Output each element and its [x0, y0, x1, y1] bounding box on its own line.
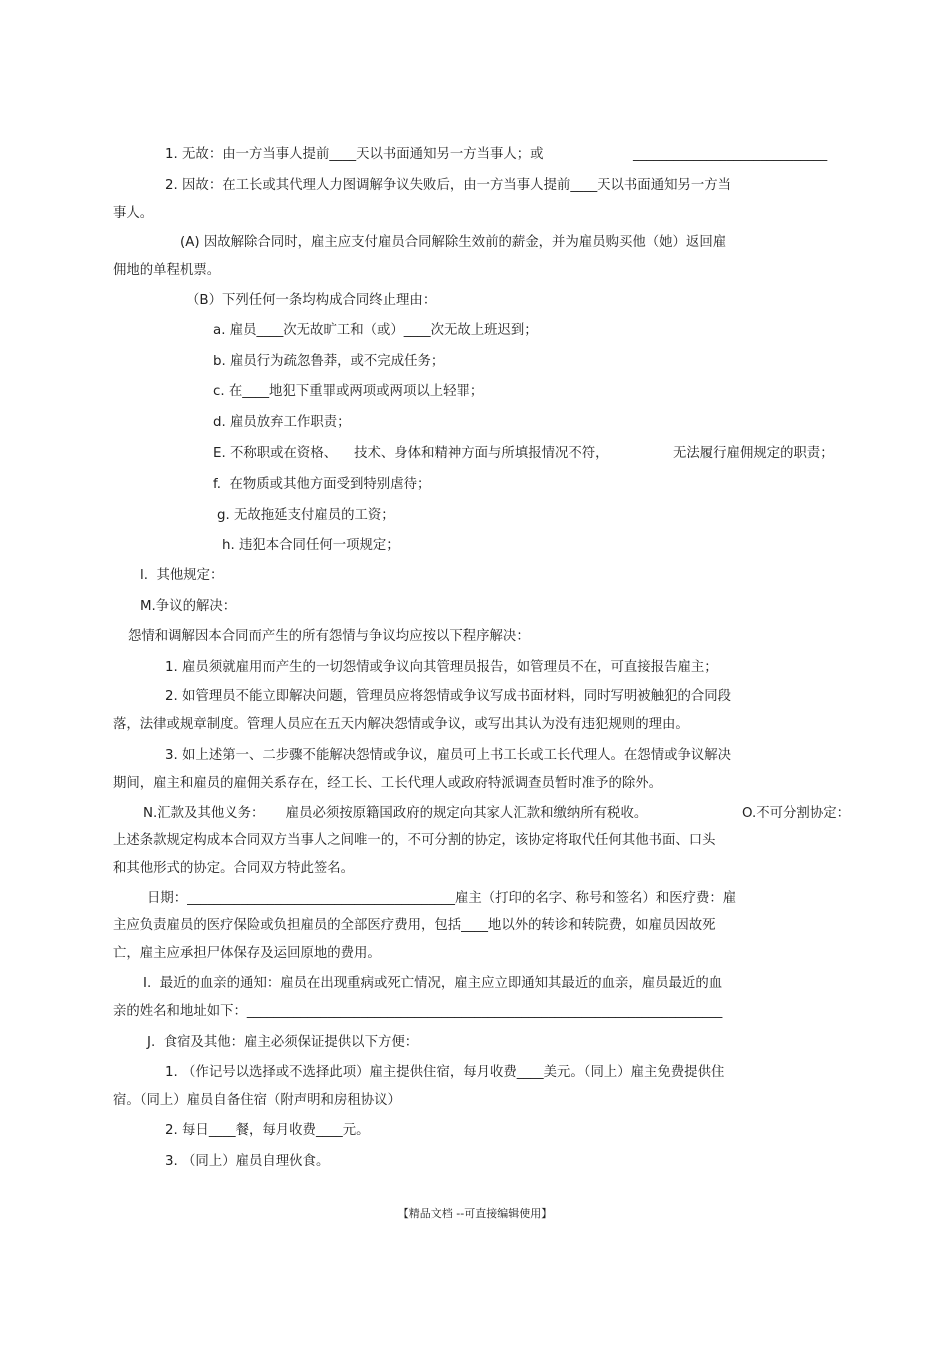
- text-line: 1. 无故：由一方当事人提前____天以书面通知另一方当事人；或: [165, 147, 544, 162]
- text-line: J. 食宿及其他：雇主必须保证提供以下方便：: [147, 1035, 419, 1050]
- text-line: c. 在____地犯下重罪或两项或两项以上轻罪；: [213, 384, 484, 399]
- text-line: 1. （作记号以选择或不选择此项）雇主提供住宿，每月收费____美元。（同上）雇主免费提供住: [165, 1065, 725, 1080]
- text-line: 1. 雇员须就雇用而产生的一切怨情或争议向其管理员报告，如管理员不在，可直接报告雇主；: [165, 660, 718, 675]
- text-line: （B）下列任何一条均构成合同终止理由：: [186, 293, 437, 308]
- text-line: h. 违犯本合同任何一项规定；: [222, 538, 400, 553]
- page-footer: 【精品文档 --可直接编辑使用】: [397, 1207, 553, 1220]
- text-line: 2. 每日____餐，每月收费____元。: [165, 1123, 370, 1138]
- text-line: O.不可分割协定：: [742, 806, 850, 821]
- text-line: N.汇款及其他义务： 雇员必须按原籍国政府的规定向其家人汇款和缴纳所有税收。: [143, 806, 648, 821]
- text-line: 2. 因故：在工长或其代理人力图调解争议失败后，由一方当事人提前____天以书面通知另一方当: [165, 178, 732, 193]
- text-line: d. 雇员放弃工作职责；: [213, 415, 351, 430]
- text-line: _____________________________: [633, 147, 828, 162]
- text-line: 亡，雇主应承担尸体保存及运回原地的费用。: [113, 946, 381, 961]
- text-line: 佣地的单程机票。: [113, 263, 221, 278]
- text-line: 亲的姓名和地址如下：_______________________________________________________________________: [113, 1004, 723, 1019]
- text-line: (A) 因故解除合同时，雇主应支付雇员合同解除生效前的薪金，并为雇员购买他（她）返回雇: [180, 235, 727, 250]
- text-line: 上述条款规定构成本合同双方当事人之间唯一的，不可分割的协定，该协定将取代任何其他书面、口头: [113, 833, 716, 848]
- text-line: f. 在物质或其他方面受到特别虐待；: [213, 477, 431, 492]
- text-line: I. 最近的血亲的通知：雇员在出现重病或死亡情况，雇主应立即通知其最近的血亲，雇员最近的血: [143, 976, 723, 991]
- text-line: 3. 如上述第一、二步骤不能解决怨情或争议，雇员可上书工长或工长代理人。在怨情或争议解决: [165, 748, 732, 763]
- text-line: 宿。（同上）雇员自备住宿（附声明和房租协议）: [113, 1093, 401, 1108]
- text-line: l. 其他规定：: [140, 568, 224, 583]
- text-line: E. 不称职或在资格、 技术、身体和精神方面与所填报情况不符，: [213, 446, 609, 461]
- text-line: g. 无故拖延支付雇员的工资；: [217, 508, 395, 523]
- text-line: M.争议的解决：: [140, 599, 237, 614]
- text-line: 落，法律或规章制度。管理人员应在五天内解决怨情或争议，或写出其认为没有违犯规则的理由。: [113, 717, 689, 732]
- text-line: 怨情和调解因本合同而产生的所有怨情与争议均应按以下程序解决：: [128, 629, 530, 644]
- text-line: a. 雇员____次无故旷工和（或）____次无故上班迟到；: [213, 323, 538, 338]
- text-line: 日期：________________________________________雇主（打印的名字、称号和签名）和医疗费：雇: [147, 891, 737, 906]
- text-line: 无法履行雇佣规定的职责；: [673, 446, 834, 461]
- text-line: b. 雇员行为疏忽鲁莽，或不完成任务；: [213, 354, 445, 369]
- text-line: 期间，雇主和雇员的雇佣关系存在，经工长、工长代理人或政府特派调查员暂时准予的除外。: [113, 776, 663, 791]
- text-line: 和其他形式的协定。合同双方特此签名。: [113, 861, 355, 876]
- text-line: 事人。: [113, 206, 154, 221]
- text-line: 主应负责雇员的医疗保险或负担雇员的全部医疗费用，包括____地以外的转诊和转院费，如雇员因故死: [113, 918, 716, 933]
- text-line: 3. （同上）雇员自理伙食。: [165, 1154, 330, 1169]
- text-line: 2. 如管理员不能立即解决问题，管理员应将怨情或争议写成书面材料，同时写明被触犯的合同段: [165, 689, 732, 704]
